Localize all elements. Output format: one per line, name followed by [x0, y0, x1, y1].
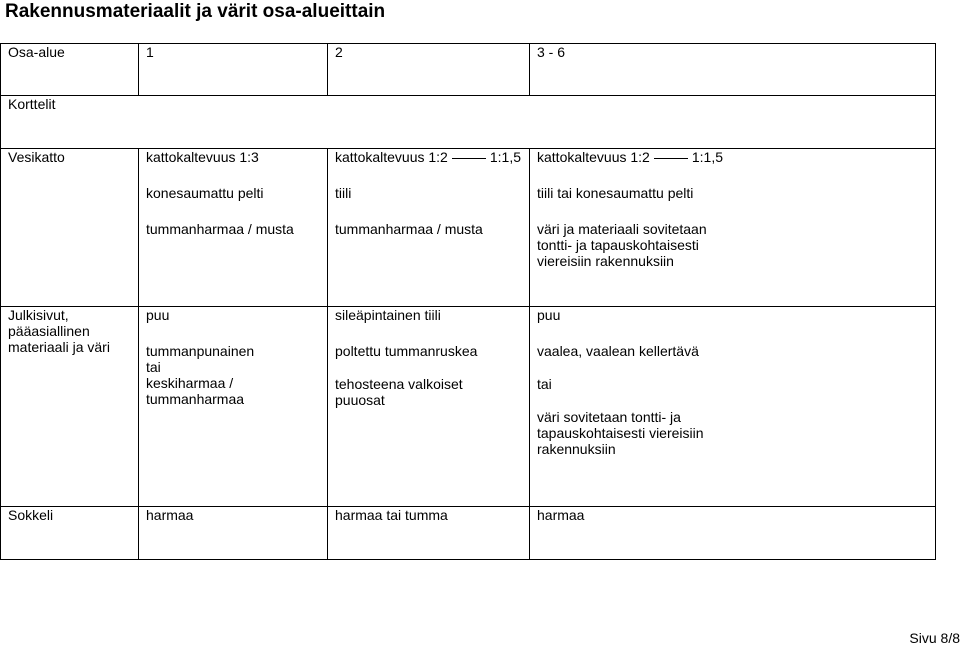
- slope-text: [335, 149, 529, 165]
- cell-text: tummanpunainen: [146, 343, 255, 359]
- row-label-cell: [1, 507, 139, 560]
- cell-text: viereisiin rakennuksiin: [537, 253, 674, 269]
- cell-text: puuosat: [335, 392, 385, 408]
- cell-text: vaalea, vaalean kellertävä: [537, 343, 699, 359]
- cell-text: rakennuksiin: [537, 441, 616, 457]
- header-label: 1: [146, 44, 154, 60]
- slope-a: kattokaltevuus 1:2: [335, 149, 448, 165]
- row-label: Julkisivut,: [8, 307, 69, 323]
- dash-line: [452, 158, 486, 159]
- row-label: Sokkeli: [8, 507, 54, 523]
- row-label: Vesikatto: [8, 149, 65, 165]
- cell-text: konesaumattu pelti: [146, 185, 264, 201]
- cell-text: tummanharmaa: [146, 391, 245, 407]
- section-label-cell: [1, 96, 936, 149]
- cell-text: puu: [146, 307, 170, 323]
- table-cell: [139, 307, 328, 507]
- cell-text: tummanharmaa / musta: [146, 221, 294, 237]
- header-label: 3 - 6: [537, 44, 566, 60]
- row-label-cell: [1, 149, 139, 307]
- table-row-vesikatto: [1, 149, 936, 307]
- cell-text: poltettu tummanruskea: [335, 343, 478, 359]
- header-label: 2: [335, 44, 343, 60]
- cell-text: tai: [537, 376, 552, 392]
- header-cell: [139, 44, 328, 96]
- header-cell: [1, 44, 139, 96]
- slope-b: 1:1,5: [691, 149, 723, 165]
- row-label-cell: [1, 307, 139, 507]
- table-header-row: [1, 44, 936, 96]
- cell-text: väri ja materiaali sovitetaan: [537, 221, 707, 237]
- table-cell: [328, 307, 530, 507]
- cell-text: tiili: [335, 185, 352, 201]
- cell-text: tontti- ja tapauskohtaisesti: [537, 237, 699, 253]
- cell-text: tiili tai konesaumattu pelti: [537, 185, 694, 201]
- cell-text: tapauskohtaisesti viereisiin: [537, 425, 704, 441]
- table-cell: [139, 149, 328, 307]
- cell-text: puu: [537, 307, 561, 323]
- cell-text: sileäpintainen tiili: [335, 307, 441, 323]
- section-label: Korttelit: [8, 96, 56, 112]
- cell-text: tummanharmaa / musta: [335, 221, 483, 237]
- table-cell: [328, 507, 530, 560]
- header-label: Osa-alue: [8, 44, 65, 60]
- cell-text: tehosteena valkoiset: [335, 376, 463, 392]
- table-cell: [328, 149, 530, 307]
- cell-text: tai: [146, 359, 161, 375]
- row-label: pääasiallinen: [8, 323, 90, 339]
- slope-b: 1:1,5: [489, 149, 521, 165]
- dash-line: [654, 158, 688, 159]
- table-cell: [139, 507, 328, 560]
- cell-text: keskiharmaa /: [146, 375, 234, 391]
- cell-text: harmaa tai tumma: [335, 507, 448, 523]
- cell-text: kattokaltevuus 1:3: [146, 149, 259, 165]
- slope-a: kattokaltevuus 1:2: [537, 149, 650, 165]
- table-row-sokkeli: [1, 507, 936, 560]
- cell-text: harmaa: [146, 507, 194, 523]
- cell-text: väri sovitetaan tontti- ja: [537, 409, 681, 425]
- page-title: Rakennusmateriaalit ja värit osa-alueittain: [5, 1, 386, 22]
- table-cell: [530, 149, 936, 307]
- table-cell: [530, 307, 936, 507]
- header-cell: [530, 44, 936, 96]
- table-cell: [530, 507, 936, 560]
- header-cell: [328, 44, 530, 96]
- table-row-julkisivut: [1, 307, 936, 507]
- materials-table: [0, 43, 936, 560]
- row-label: materiaali ja väri: [8, 339, 110, 355]
- cell-text: harmaa: [537, 507, 585, 523]
- slope-text: [537, 149, 935, 165]
- page-number: Sivu 8/8: [909, 630, 960, 646]
- table-row-korttelit: [1, 96, 936, 149]
